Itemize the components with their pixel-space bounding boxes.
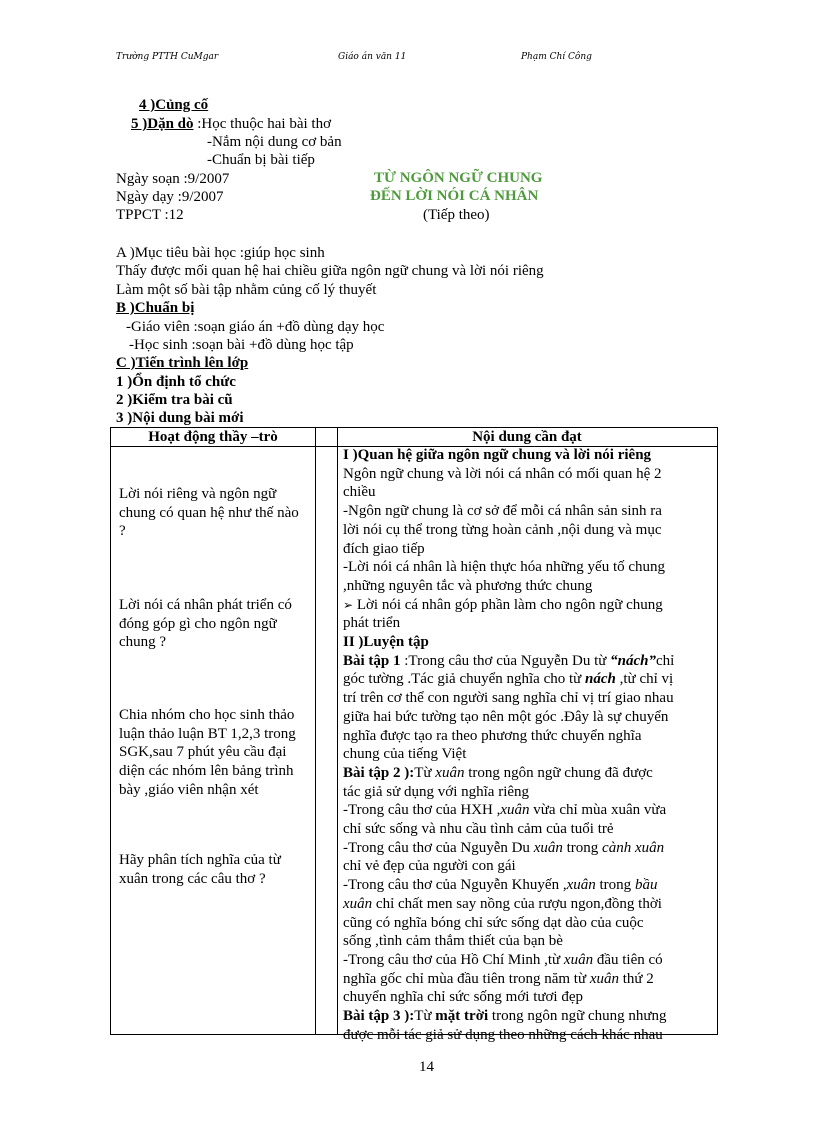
content-line: giữa hai bức tường tạo nên một góc .Đây là sự chuyển	[343, 708, 669, 725]
content-text: chỉ chất men say nồng của rượu ngon,đồng thời	[375, 895, 662, 912]
content-text: thứ 2	[622, 970, 654, 987]
content-line: lời nói cụ thể trong từng hoàn cảnh ,nội dung và mục	[343, 521, 662, 538]
content-text: đầu tiên có	[596, 951, 663, 968]
content-text: Từ	[414, 764, 432, 781]
content-line: Ngôn ngữ chung và lời nói cá nhân có mối quan hệ 2	[343, 465, 662, 482]
content-line: tác giả sử dụng với nghĩa riêng	[343, 783, 530, 800]
lesson-title-continued: (Tiếp theo)	[423, 207, 490, 223]
preparation-heading: B )Chuẩn bị	[116, 300, 195, 316]
teacher-question: Hãy phân tích nghĩa của từ xuân trong các câu thơ ?	[119, 852, 281, 887]
keyword: xuân	[343, 895, 373, 912]
content-text: trong	[566, 839, 599, 856]
keyword: xuân	[566, 877, 596, 894]
teacher-question: Lời nói cá nhân phát triển có đóng góp gì cho ngôn ngữ chung ?	[119, 597, 292, 651]
content-line: được mỗi tác giả sử dụng theo những cách khác nhau	[343, 1026, 663, 1043]
content-line: đích giao tiếp	[343, 540, 425, 557]
content-line: trí trên cơ thể con người sang nghĩa chỉ vị trí giao nhau	[343, 690, 674, 707]
content-line	[343, 670, 674, 689]
content-line	[343, 876, 674, 895]
content-text: -Trong câu thơ của Nguyễn Khuyến ,	[343, 877, 567, 894]
exercise-label: Bài tập 2 ):	[343, 764, 415, 781]
procedure-step: 1 )Ổn định tổ chức	[116, 374, 236, 390]
column-divider	[337, 428, 338, 1034]
objectives-heading: A )Mục tiêu bài học :giúp học sinh	[116, 245, 325, 261]
table-header-content: Nội dung cần đạt	[472, 429, 582, 445]
preparation-teacher: -Giáo viên :soạn giáo án +đồ dùng dạy học	[126, 319, 385, 335]
keyword: nách	[585, 671, 616, 688]
content-text: trong ngôn ngữ chung đã được	[468, 764, 653, 781]
content-line	[343, 1007, 674, 1026]
content-line: chung của tiếng Việt	[343, 746, 467, 763]
keyword: mặt trời	[435, 1008, 489, 1025]
procedure-heading: C )Tiến trình lên lớp	[116, 355, 249, 371]
header-author: Phạm Chí Công	[521, 52, 592, 62]
content-line	[343, 895, 674, 914]
content-text: -Trong câu thơ của HXH ,	[343, 802, 501, 819]
arrow-bullet-icon: ➢	[343, 597, 354, 612]
content-text: -Trong câu thơ của Nguyễn Du	[343, 839, 530, 856]
keyword: “nách”	[610, 652, 657, 669]
content-text: -Trong câu thơ của Hồ Chí Minh ,từ	[343, 951, 561, 968]
keyword: bầu	[634, 877, 658, 894]
content-section-heading: II )Luyện tập	[343, 634, 429, 651]
column-divider	[315, 428, 316, 1034]
table-header-activities: Hoạt động thầy –trò	[148, 429, 278, 445]
content-line: ,những nguyên tắc và phương thức chung	[343, 577, 593, 594]
teach-date: Ngày dạy :9/2007	[116, 189, 224, 205]
content-text: :Trong câu thơ của Nguyễn Du từ	[404, 652, 607, 669]
section-homework	[131, 115, 331, 133]
homework-text: :Học thuộc hai bài thơ	[197, 116, 331, 132]
keyword: xuân	[563, 951, 594, 968]
content-text: vừa chỉ mùa xuân vừa	[533, 802, 667, 819]
content-line: -Ngôn ngữ chung là cơ sở để mỗi cá nhân sản sinh ra	[343, 503, 662, 520]
objective-line: Làm một số bài tập nhằm củng cố lý thuyết	[116, 282, 377, 298]
tppct: TPPCT :12	[116, 207, 184, 223]
procedure-step: 3 )Nội dung bài mới	[116, 410, 244, 426]
lesson-title-line2: ĐẾN LỜI NÓI CÁ NHÂN	[370, 188, 539, 204]
section-consolidation: 4 )Củng cố	[139, 97, 209, 113]
content-line	[343, 764, 674, 783]
content-line	[343, 801, 674, 820]
teacher-question: Lời nói riêng và ngôn ngữ chung có quan hệ như thế nào ?	[119, 486, 299, 540]
content-text: trong	[599, 877, 632, 894]
header-subject: Giáo án văn 11	[338, 52, 407, 62]
content-line: phát triển	[343, 615, 401, 632]
content-text: Lời nói cá nhân góp phần làm cho ngôn ngữ chung	[356, 596, 663, 613]
content-line	[343, 596, 674, 615]
content-line: chiều	[343, 484, 376, 501]
objective-line: Thấy được mối quan hệ hai chiều giữa ngôn ngữ chung và lời nói riêng	[116, 263, 544, 279]
content-line: chuyển nghĩa chỉ sức sống mới tươi đẹp	[343, 989, 583, 1006]
keyword: xuân	[533, 839, 563, 856]
content-line: cũng có nghĩa bóng chỉ sức sống dạt dào của cuộc	[343, 914, 644, 931]
keyword: xuân	[589, 970, 619, 987]
keyword: xuân	[435, 764, 465, 781]
header-school: Trường PTTH CuMgar	[116, 52, 219, 62]
compose-date: Ngày soạn :9/2007	[116, 171, 230, 187]
content-text: nghĩa gốc chỉ mùa đầu tiên trong năm từ	[343, 970, 587, 987]
keyword: xuân	[500, 802, 530, 819]
preparation-student: -Học sinh :soạn bài +đồ dùng học tập	[129, 337, 354, 353]
keyword: cành xuân	[602, 839, 665, 856]
content-text: chỉ	[656, 652, 675, 669]
content-line: sống ,tình cảm thắm thiết của bạn bè	[343, 933, 563, 950]
lesson-title-line1: TỪ NGÔN NGỮ CHUNG	[374, 170, 543, 186]
homework-line: -Chuẩn bị bài tiếp	[207, 152, 315, 168]
exercise-label: Bài tập 3 ):	[343, 1008, 415, 1025]
content-section-heading: I )Quan hệ giữa ngôn ngữ chung và lời nói riêng	[343, 447, 652, 463]
content-line	[343, 652, 674, 671]
homework-line: -Nắm nội dung cơ bản	[207, 134, 342, 150]
homework-label: 5 )Dặn dò	[131, 116, 194, 132]
content-line: -Lời nói cá nhân là hiện thực hóa những yếu tố chung	[343, 559, 666, 576]
content-line: nghĩa được tạo ra theo phương thức chuyển nghĩa	[343, 727, 642, 744]
procedure-step: 2 )Kiểm tra bài cũ	[116, 392, 233, 408]
content-line	[343, 970, 674, 989]
content-line	[343, 951, 674, 970]
lesson-content	[343, 446, 674, 1045]
content-text: Từ	[414, 1008, 432, 1025]
content-text: ,từ chỉ vị	[619, 671, 674, 688]
content-line: chỉ vẻ đẹp của người con gái	[343, 858, 516, 875]
content-text: góc tường .Tác giả chuyển nghĩa cho từ	[343, 671, 582, 688]
content-text: trong ngôn ngữ chung nhưng	[491, 1008, 667, 1025]
lesson-table	[110, 427, 718, 1043]
content-line	[343, 839, 674, 858]
content-line: chỉ sức sống và nhu cầu tình cảm của tuổi trẻ	[343, 821, 614, 838]
exercise-label: Bài tập 1	[343, 652, 401, 669]
page-number: 14	[419, 1059, 434, 1075]
teacher-question: Chia nhóm cho học sinh thảo luận thảo luận BT 1,2,3 trong SGK,sau 7 phút yêu cầu đại diện các nhóm lên bảng trình bày ,giáo viên nhận xét	[119, 707, 296, 798]
